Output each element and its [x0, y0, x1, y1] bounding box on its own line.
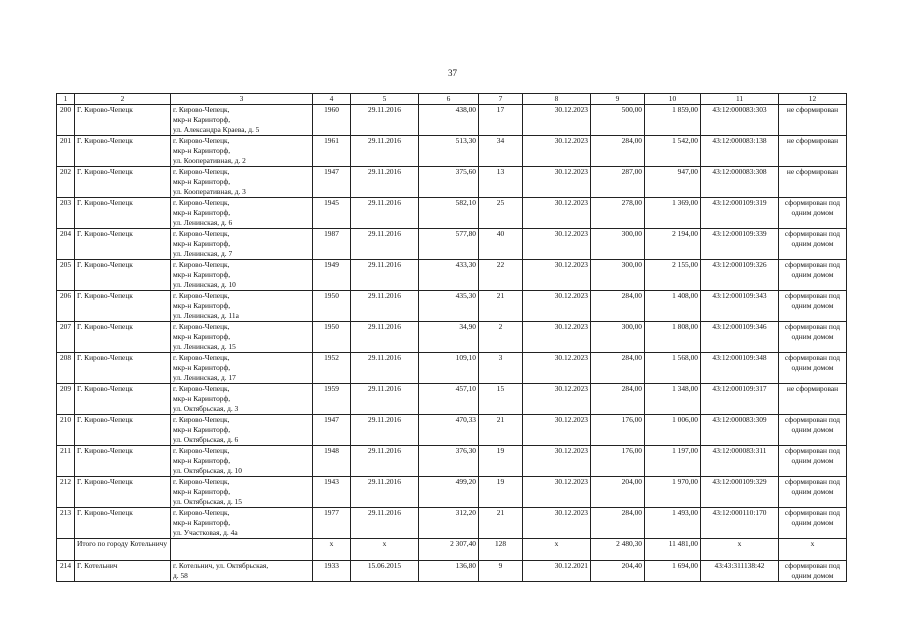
row-number: 201 — [57, 136, 75, 167]
address-line: мкр-н Каринторф, — [173, 518, 231, 527]
status-cell: не сформирован — [779, 105, 847, 136]
residents-cell: 19 — [479, 446, 523, 477]
deadline-cell: 30.12.2023 — [523, 446, 591, 477]
cost-cell: 1 408,00 — [645, 291, 701, 322]
date-cell: 29.11.2016 — [351, 477, 419, 508]
address-line: мкр-н Каринторф, — [173, 239, 231, 248]
land-area-cell: 176,00 — [591, 415, 645, 446]
address-line: д. 58 — [173, 571, 188, 580]
deadline-cell: x — [523, 539, 591, 561]
cadastral-number-cell: 43:12:000083:303 — [701, 105, 779, 136]
status-cell: сформирован под одним домом — [779, 561, 847, 582]
area-cell: 34,90 — [419, 322, 479, 353]
address-line: мкр-н Каринторф, — [173, 146, 231, 155]
deadline-cell: 30.12.2023 — [523, 198, 591, 229]
cadastral-number-cell: 43:12:000109:343 — [701, 291, 779, 322]
address-line: ул. Участковая, д. 4а — [173, 528, 238, 537]
address-line: г. Кирово-Чепецк, — [173, 508, 230, 517]
cost-cell: 1 493,00 — [645, 508, 701, 539]
table-row — [57, 384, 847, 415]
deadline-cell: 30.12.2021 — [523, 561, 591, 582]
table-row — [57, 105, 847, 136]
address-line: г. Кирово-Чепецк, — [173, 477, 230, 486]
date-cell: 29.11.2016 — [351, 136, 419, 167]
column-number-header: 8 — [523, 94, 591, 105]
year-cell: 1943 — [313, 477, 351, 508]
row-number: 214 — [57, 561, 75, 582]
address-line: мкр-н Каринторф, — [173, 301, 231, 310]
status-cell: сформирован под одним домом — [779, 508, 847, 539]
locality-cell: Г. Кирово-Чепецк — [75, 198, 171, 229]
status-cell: x — [779, 539, 847, 561]
cost-cell: 2 194,00 — [645, 229, 701, 260]
cost-cell: 2 155,00 — [645, 260, 701, 291]
cost-cell: 1 859,00 — [645, 105, 701, 136]
address-line: мкр-н Каринторф, — [173, 332, 231, 341]
land-area-cell: 284,00 — [591, 291, 645, 322]
land-area-cell: 300,00 — [591, 229, 645, 260]
cadastral-number-cell: 43:12:000109:348 — [701, 353, 779, 384]
cadastral-number-cell: x — [701, 539, 779, 561]
cadastral-number-cell: 43:12:000109:329 — [701, 477, 779, 508]
address-line: г. Кирово-Чепецк, — [173, 384, 230, 393]
address-line: г. Котельнич, ул. Октябрьская, — [173, 561, 269, 570]
address-cell — [171, 260, 313, 291]
cadastral-number-cell: 43:12:000083:311 — [701, 446, 779, 477]
area-cell: 438,00 — [419, 105, 479, 136]
locality-cell: Г. Котельнич — [75, 561, 171, 582]
residents-cell: 21 — [479, 508, 523, 539]
date-cell: 29.11.2016 — [351, 415, 419, 446]
address-line: ул. Октябрьская, д. 15 — [173, 497, 242, 506]
date-cell: 29.11.2016 — [351, 229, 419, 260]
address-line: мкр-н Каринторф, — [173, 394, 231, 403]
locality-cell: Г. Кирово-Чепецк — [75, 477, 171, 508]
date-cell: 29.11.2016 — [351, 198, 419, 229]
address-line: ул. Кооперативная, д. 3 — [173, 187, 246, 196]
year-cell: 1949 — [313, 260, 351, 291]
land-area-cell: 284,00 — [591, 384, 645, 415]
row-number — [57, 539, 75, 561]
residents-cell: 22 — [479, 260, 523, 291]
address-line: ул. Ленинская, д. 7 — [173, 249, 233, 258]
deadline-cell: 30.12.2023 — [523, 229, 591, 260]
area-cell: 457,10 — [419, 384, 479, 415]
cadastral-number-cell: 43:43:311138:42 — [701, 561, 779, 582]
column-number-header: 11 — [701, 94, 779, 105]
register-table — [56, 93, 847, 582]
address-cell — [171, 384, 313, 415]
locality-cell: Г. Кирово-Чепецк — [75, 291, 171, 322]
land-area-cell: 284,00 — [591, 353, 645, 384]
table-body — [57, 105, 847, 582]
residents-cell: 13 — [479, 167, 523, 198]
year-cell: 1961 — [313, 136, 351, 167]
address-line: ул. Ленинская, д. 17 — [173, 373, 236, 382]
cost-cell: 11 481,00 — [645, 539, 701, 561]
area-cell: 435,30 — [419, 291, 479, 322]
cadastral-number-cell: 43:12:000109:346 — [701, 322, 779, 353]
date-cell: 29.11.2016 — [351, 322, 419, 353]
year-cell: 1977 — [313, 508, 351, 539]
row-number: 212 — [57, 477, 75, 508]
address-cell — [171, 105, 313, 136]
cadastral-number-cell: 43:12:000109:326 — [701, 260, 779, 291]
column-number-header: 3 — [171, 94, 313, 105]
address-cell — [171, 353, 313, 384]
table-row — [57, 136, 847, 167]
residents-cell: 21 — [479, 291, 523, 322]
date-cell: 29.11.2016 — [351, 260, 419, 291]
address-line: ул. Ленинская, д. 11а — [173, 311, 239, 320]
year-cell: 1960 — [313, 105, 351, 136]
column-number-header: 7 — [479, 94, 523, 105]
address-cell — [171, 508, 313, 539]
deadline-cell: 30.12.2023 — [523, 415, 591, 446]
locality-cell: Г. Кирово-Чепецк — [75, 136, 171, 167]
row-number: 206 — [57, 291, 75, 322]
address-cell — [171, 136, 313, 167]
address-line: г. Кирово-Чепецк, — [173, 136, 230, 145]
residents-cell: 19 — [479, 477, 523, 508]
row-number: 205 — [57, 260, 75, 291]
cost-cell: 1 197,00 — [645, 446, 701, 477]
land-area-cell: 2 480,30 — [591, 539, 645, 561]
deadline-cell: 30.12.2023 — [523, 384, 591, 415]
date-cell: 29.11.2016 — [351, 384, 419, 415]
cost-cell: 1 808,00 — [645, 322, 701, 353]
area-cell: 433,30 — [419, 260, 479, 291]
land-area-cell: 204,40 — [591, 561, 645, 582]
year-cell: 1952 — [313, 353, 351, 384]
area-cell: 375,60 — [419, 167, 479, 198]
row-number: 211 — [57, 446, 75, 477]
date-cell: 29.11.2016 — [351, 291, 419, 322]
row-number: 208 — [57, 353, 75, 384]
table-row — [57, 198, 847, 229]
area-cell: 109,10 — [419, 353, 479, 384]
address-line: г. Кирово-Чепецк, — [173, 198, 230, 207]
address-line: г. Кирово-Чепецк, — [173, 167, 230, 176]
address-cell — [171, 291, 313, 322]
address-line: мкр-н Каринторф, — [173, 456, 231, 465]
residents-cell: 40 — [479, 229, 523, 260]
status-cell: сформирован под одним домом — [779, 446, 847, 477]
total-label: Итого по городу Котельничу — [75, 539, 171, 561]
address-cell — [171, 322, 313, 353]
cadastral-number-cell: 43:12:000109:339 — [701, 229, 779, 260]
year-cell: 1947 — [313, 167, 351, 198]
address-line: мкр-н Каринторф, — [173, 487, 231, 496]
address-line: ул. Александра Краева, д. 5 — [173, 125, 260, 134]
address-cell — [171, 539, 313, 561]
table-row — [57, 446, 847, 477]
date-cell: 15.06.2015 — [351, 561, 419, 582]
land-area-cell: 287,00 — [591, 167, 645, 198]
land-area-cell: 284,00 — [591, 136, 645, 167]
status-cell: сформирован под одним домом — [779, 198, 847, 229]
land-area-cell: 300,00 — [591, 322, 645, 353]
column-number-row — [57, 94, 847, 105]
cost-cell: 1 542,00 — [645, 136, 701, 167]
deadline-cell: 30.12.2023 — [523, 291, 591, 322]
land-area-cell: 176,00 — [591, 446, 645, 477]
status-cell: сформирован под одним домом — [779, 322, 847, 353]
address-line: ул. Ленинская, д. 10 — [173, 280, 236, 289]
land-area-cell: 204,00 — [591, 477, 645, 508]
address-cell — [171, 477, 313, 508]
land-area-cell: 278,00 — [591, 198, 645, 229]
year-cell: x — [313, 539, 351, 561]
status-cell: сформирован под одним домом — [779, 229, 847, 260]
status-cell: сформирован под одним домом — [779, 260, 847, 291]
address-line: мкр-н Каринторф, — [173, 270, 231, 279]
address-line: ул. Ленинская, д. 6 — [173, 218, 233, 227]
locality-cell: Г. Кирово-Чепецк — [75, 260, 171, 291]
status-cell: сформирован под одним домом — [779, 291, 847, 322]
status-cell: не сформирован — [779, 167, 847, 198]
column-number-header: 1 — [57, 94, 75, 105]
address-line: ул. Октябрьская, д. 3 — [173, 404, 239, 413]
deadline-cell: 30.12.2023 — [523, 353, 591, 384]
cost-cell: 1 348,00 — [645, 384, 701, 415]
status-cell: сформирован под одним домом — [779, 415, 847, 446]
row-number: 203 — [57, 198, 75, 229]
cost-cell: 1 369,00 — [645, 198, 701, 229]
row-number: 204 — [57, 229, 75, 260]
residents-cell: 15 — [479, 384, 523, 415]
row-number: 207 — [57, 322, 75, 353]
year-cell: 1987 — [313, 229, 351, 260]
locality-cell: Г. Кирово-Чепецк — [75, 384, 171, 415]
cost-cell: 947,00 — [645, 167, 701, 198]
address-line: г. Кирово-Чепецк, — [173, 415, 230, 424]
residents-cell: 25 — [479, 198, 523, 229]
deadline-cell: 30.12.2023 — [523, 477, 591, 508]
table-row — [57, 167, 847, 198]
table-row — [57, 260, 847, 291]
status-cell: не сформирован — [779, 136, 847, 167]
locality-cell: Г. Кирово-Чепецк — [75, 446, 171, 477]
residents-cell: 3 — [479, 353, 523, 384]
cadastral-number-cell: 43:12:000110:170 — [701, 508, 779, 539]
table-row — [57, 477, 847, 508]
table-row — [57, 229, 847, 260]
deadline-cell: 30.12.2023 — [523, 105, 591, 136]
deadline-cell: 30.12.2023 — [523, 322, 591, 353]
residents-cell: 9 — [479, 561, 523, 582]
area-cell: 499,20 — [419, 477, 479, 508]
deadline-cell: 30.12.2023 — [523, 260, 591, 291]
year-cell: 1959 — [313, 384, 351, 415]
page-number: 37 — [448, 68, 457, 78]
address-cell — [171, 446, 313, 477]
area-cell: 582,10 — [419, 198, 479, 229]
area-cell: 470,33 — [419, 415, 479, 446]
year-cell: 1945 — [313, 198, 351, 229]
locality-cell: Г. Кирово-Чепецк — [75, 229, 171, 260]
column-number-header: 5 — [351, 94, 419, 105]
area-cell: 312,20 — [419, 508, 479, 539]
column-number-header: 2 — [75, 94, 171, 105]
cadastral-number-cell: 43:12:000083:138 — [701, 136, 779, 167]
address-line: г. Кирово-Чепецк, — [173, 322, 230, 331]
locality-cell: Г. Кирово-Чепецк — [75, 105, 171, 136]
area-cell: 513,30 — [419, 136, 479, 167]
residents-cell: 2 — [479, 322, 523, 353]
status-cell: сформирован под одним домом — [779, 477, 847, 508]
deadline-cell: 30.12.2023 — [523, 508, 591, 539]
table-row — [57, 561, 847, 582]
year-cell: 1933 — [313, 561, 351, 582]
table-row — [57, 322, 847, 353]
land-area-cell: 500,00 — [591, 105, 645, 136]
date-cell: 29.11.2016 — [351, 508, 419, 539]
row-number: 210 — [57, 415, 75, 446]
area-cell: 376,30 — [419, 446, 479, 477]
cost-cell: 1 006,00 — [645, 415, 701, 446]
residents-cell: 34 — [479, 136, 523, 167]
address-line: ул. Октябрьская, д. 10 — [173, 466, 242, 475]
column-number-header: 12 — [779, 94, 847, 105]
address-line: ул. Кооперативная, д. 2 — [173, 156, 246, 165]
deadline-cell: 30.12.2023 — [523, 167, 591, 198]
locality-cell: Г. Кирово-Чепецк — [75, 508, 171, 539]
table-row — [57, 353, 847, 384]
date-cell: 29.11.2016 — [351, 353, 419, 384]
date-cell: x — [351, 539, 419, 561]
locality-cell: Г. Кирово-Чепецк — [75, 167, 171, 198]
date-cell: 29.11.2016 — [351, 105, 419, 136]
area-cell: 136,80 — [419, 561, 479, 582]
address-cell — [171, 229, 313, 260]
row-number: 213 — [57, 508, 75, 539]
year-cell: 1948 — [313, 446, 351, 477]
residents-cell: 21 — [479, 415, 523, 446]
address-line: мкр-н Каринторф, — [173, 177, 231, 186]
address-line: г. Кирово-Чепецк, — [173, 105, 230, 114]
address-line: ул. Ленинская, д. 15 — [173, 342, 236, 351]
column-number-header: 9 — [591, 94, 645, 105]
cadastral-number-cell: 43:12:000109:317 — [701, 384, 779, 415]
land-area-cell: 300,00 — [591, 260, 645, 291]
address-line: ул. Октябрьская, д. 6 — [173, 435, 239, 444]
address-line: мкр-н Каринторф, — [173, 425, 231, 434]
address-line: мкр-н Каринторф, — [173, 208, 231, 217]
table-row — [57, 291, 847, 322]
address-line: г. Кирово-Чепецк, — [173, 353, 230, 362]
land-area-cell: 284,00 — [591, 508, 645, 539]
locality-cell: Г. Кирово-Чепецк — [75, 353, 171, 384]
year-cell: 1950 — [313, 322, 351, 353]
locality-cell: Г. Кирово-Чепецк — [75, 322, 171, 353]
cadastral-number-cell: 43:12:000083:309 — [701, 415, 779, 446]
deadline-cell: 30.12.2023 — [523, 136, 591, 167]
table-row — [57, 415, 847, 446]
address-cell — [171, 198, 313, 229]
address-cell — [171, 167, 313, 198]
cost-cell: 1 568,00 — [645, 353, 701, 384]
area-cell: 2 307,40 — [419, 539, 479, 561]
row-number: 209 — [57, 384, 75, 415]
year-cell: 1950 — [313, 291, 351, 322]
column-number-header: 4 — [313, 94, 351, 105]
cost-cell: 1 694,00 — [645, 561, 701, 582]
residents-cell: 128 — [479, 539, 523, 561]
row-number: 200 — [57, 105, 75, 136]
year-cell: 1947 — [313, 415, 351, 446]
date-cell: 29.11.2016 — [351, 167, 419, 198]
address-cell — [171, 415, 313, 446]
total-row — [57, 539, 847, 561]
table-row — [57, 508, 847, 539]
address-line: мкр-н Каринторф, — [173, 363, 231, 372]
column-number-header: 10 — [645, 94, 701, 105]
address-line: мкр-н Каринторф, — [173, 115, 231, 124]
address-line: г. Кирово-Чепецк, — [173, 260, 230, 269]
address-line: г. Кирово-Чепецк, — [173, 446, 230, 455]
date-cell: 29.11.2016 — [351, 446, 419, 477]
column-number-header: 6 — [419, 94, 479, 105]
status-cell: сформирован под одним домом — [779, 353, 847, 384]
locality-cell: Г. Кирово-Чепецк — [75, 415, 171, 446]
cadastral-number-cell: 43:12:000083:308 — [701, 167, 779, 198]
address-cell — [171, 561, 313, 582]
status-cell: не сформирован — [779, 384, 847, 415]
address-line: г. Кирово-Чепецк, — [173, 291, 230, 300]
area-cell: 577,80 — [419, 229, 479, 260]
residents-cell: 17 — [479, 105, 523, 136]
row-number: 202 — [57, 167, 75, 198]
cadastral-number-cell: 43:12:000109:319 — [701, 198, 779, 229]
cost-cell: 1 970,00 — [645, 477, 701, 508]
address-line: г. Кирово-Чепецк, — [173, 229, 230, 238]
